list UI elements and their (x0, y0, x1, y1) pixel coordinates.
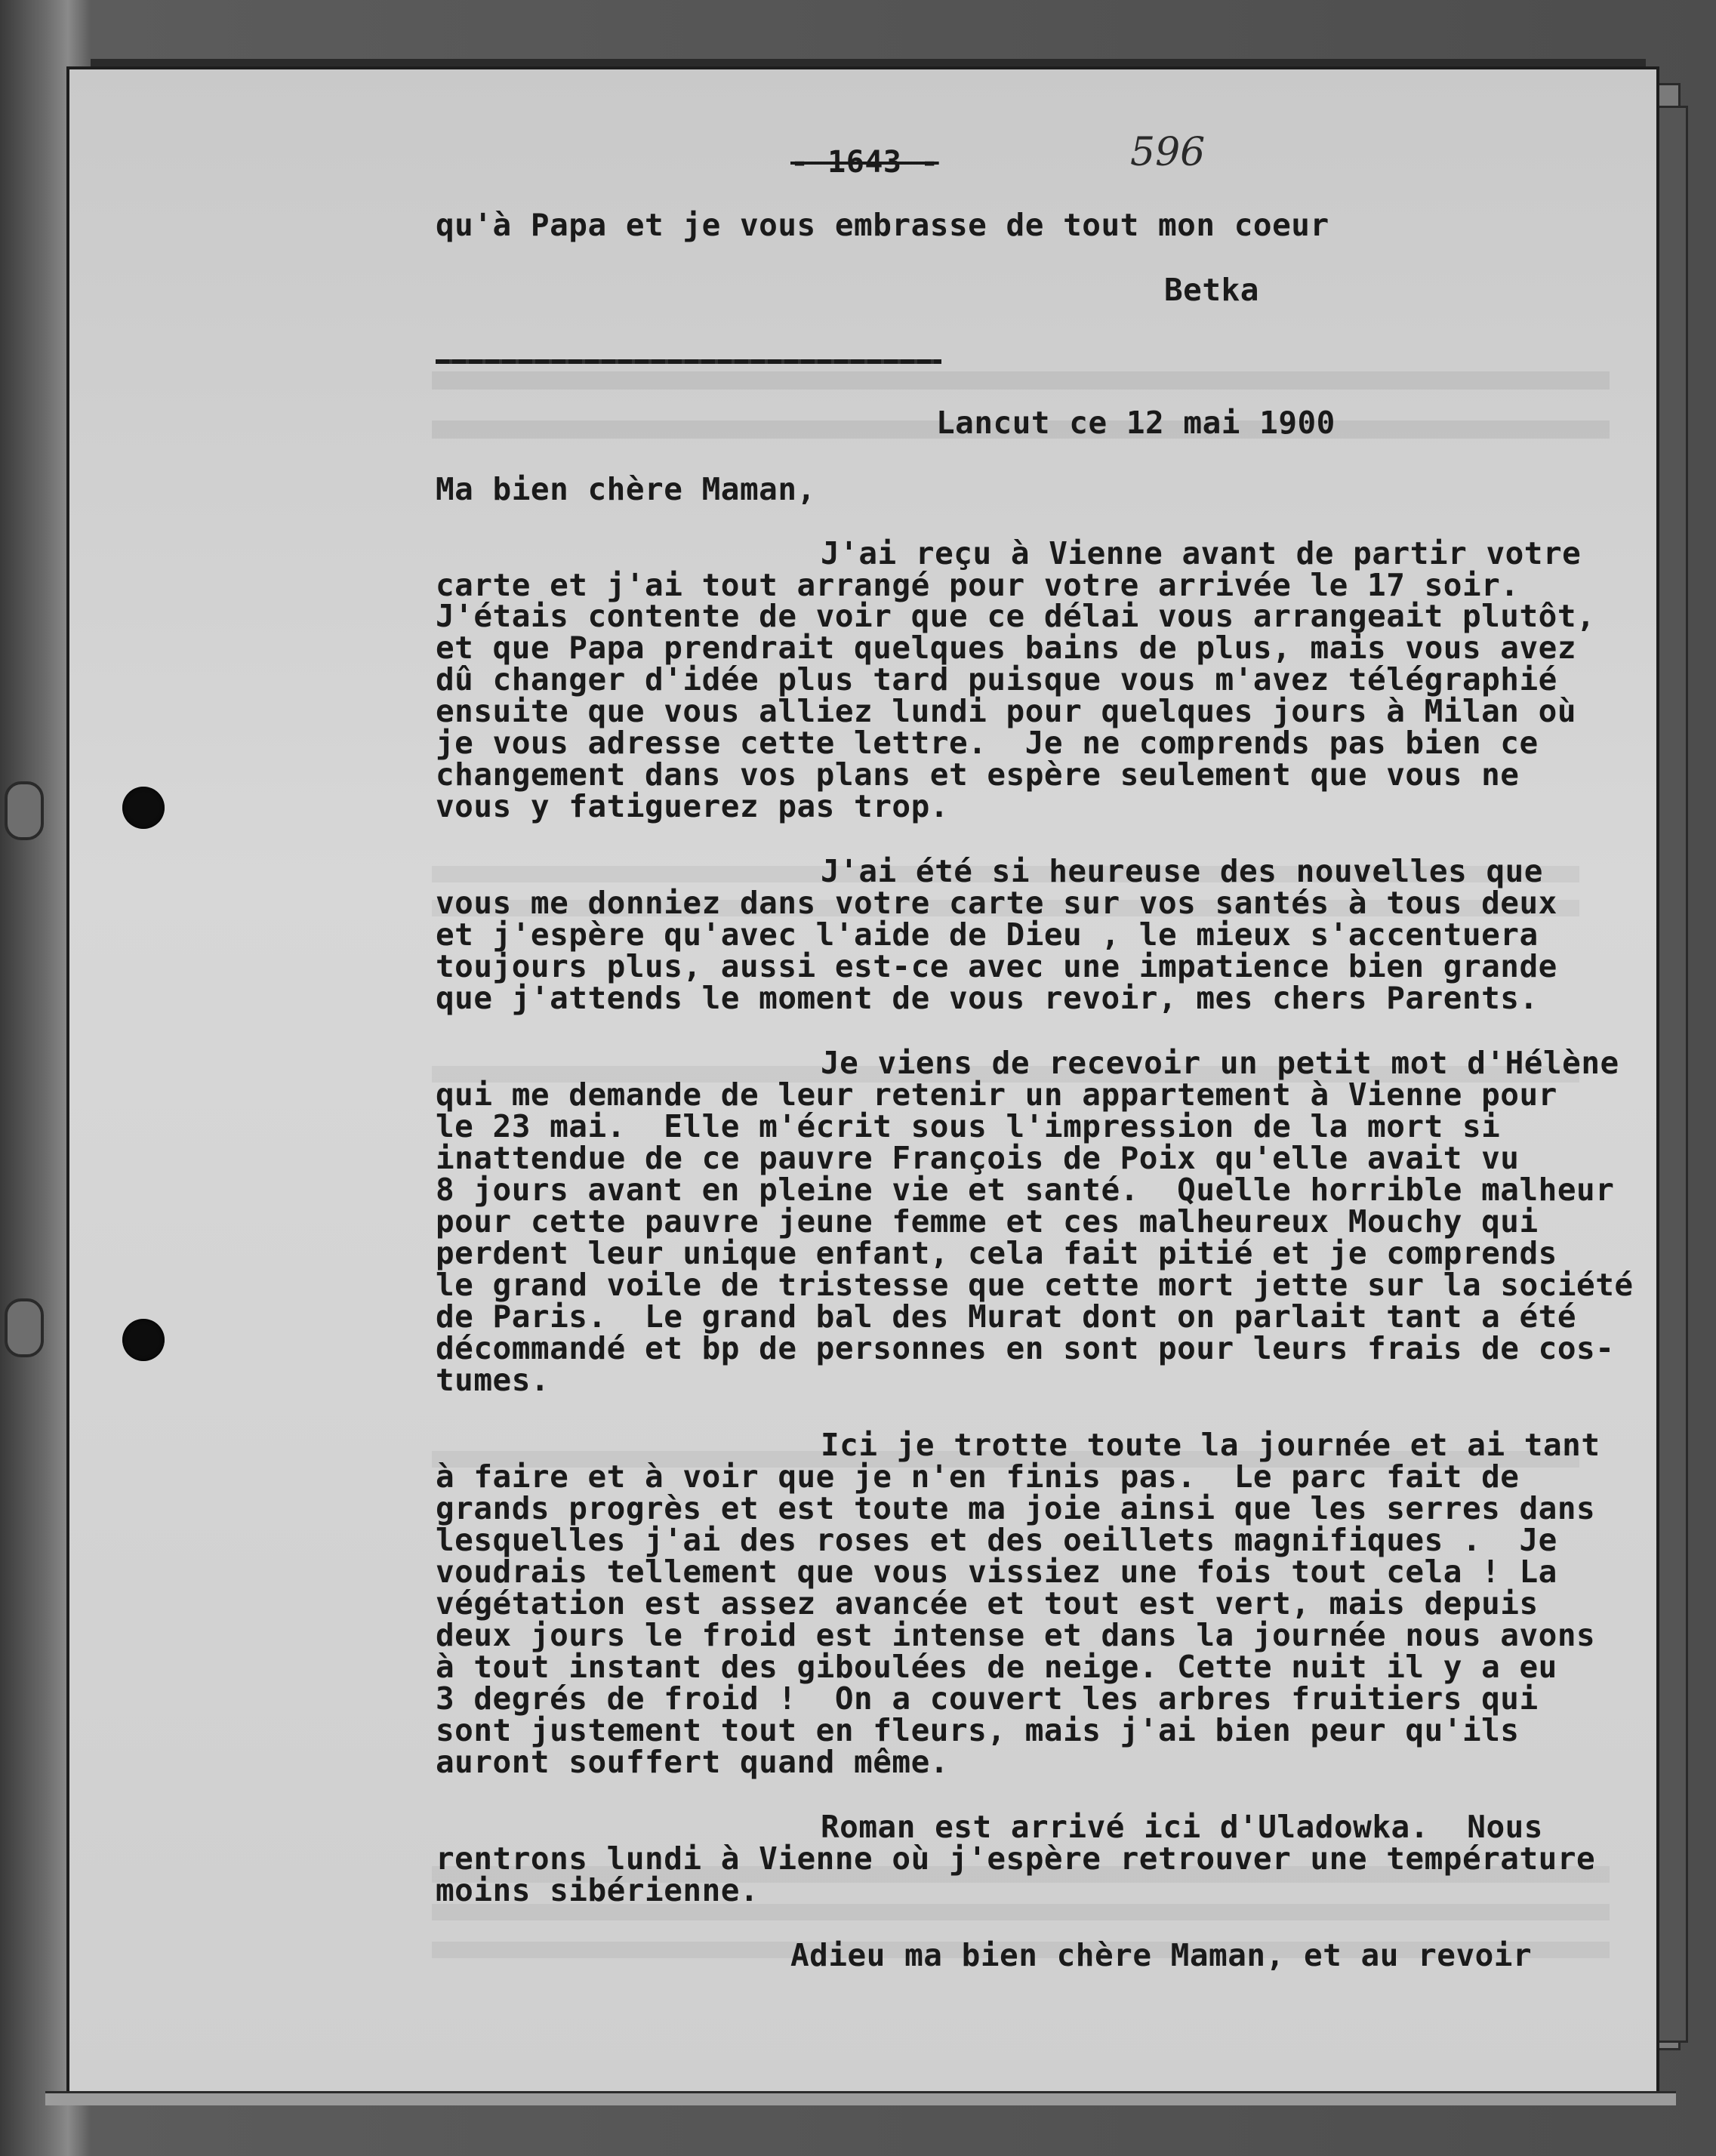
previous-letter-closing: qu'à Papa et je vous embrasse de tout mon coeur (436, 207, 1329, 243)
letter-line: inattendue de ce pauvre François de Poix qu'elle avait vu (436, 1140, 1520, 1176)
letter-line: toujours plus, aussi est-ce avec une impatience bien grande (436, 948, 1557, 984)
letter-line: tumes. (436, 1362, 550, 1398)
letter-line: 3 degrés de froid ! On a couvert les arbres fruitiers qui (436, 1680, 1539, 1717)
handwritten-page-number: 596 (1130, 130, 1206, 175)
letter-line: décommandé et bp de personnes en sont pour leurs frais de cos- (436, 1330, 1615, 1366)
page-bottom-edge (45, 2091, 1676, 2105)
letter-line: le 23 mai. Elle m'écrit sous l'impression de la mort si (436, 1108, 1501, 1144)
bleed-through-mark (432, 371, 1610, 390)
separator-rule (436, 359, 941, 364)
letter-line: changement dans vos plans et espère seulement que vous ne (436, 756, 1520, 793)
letter-line: auront souffert quand même. (436, 1744, 949, 1780)
letter-line: je vous adresse cette lettre. Je ne comprends pas bien ce (436, 725, 1539, 761)
letter-line: Roman est arrivé ici d'Uladowka. Nous (821, 1809, 1543, 1845)
letter-line: vous y fatiguerez pas trop. (436, 788, 949, 824)
letter-closing: Adieu ma bien chère Maman, et au revoir (790, 1937, 1533, 1973)
letter-line: le grand voile de tristesse que cette mort jette sur la société (436, 1267, 1634, 1303)
letter-line: et j'espère qu'avec l'aide de Dieu , le mieux s'accentuera (436, 916, 1539, 953)
letter-line: Ici je trotte toute la journée et ai tant (821, 1427, 1600, 1463)
letter-line: voudrais tellement que vous vissiez une fois tout cela ! La (436, 1554, 1557, 1590)
letter-line: pour cette pauvre jeune femme et ces malheureux Mouchy qui (436, 1203, 1539, 1240)
letter-line: rentrons lundi à Vienne où j'espère retrouver une température (436, 1840, 1596, 1877)
place-date: Lancut ce 12 mai 1900 (936, 405, 1336, 441)
letter-line: de Paris. Le grand bal des Murat dont on parlait tant a été (436, 1298, 1577, 1335)
punch-hole (122, 1319, 165, 1361)
letter-line: 8 jours avant en pleine vie et santé. Quelle horrible malheur (436, 1172, 1615, 1208)
letter-line: deux jours le froid est intense et dans la journée nous avons (436, 1617, 1596, 1653)
letter-line: grands progrès et est toute ma joie ainsi que les serres dans (436, 1490, 1596, 1526)
letter-line: J'étais contente de voir que ce délai vous arrangeait plutôt, (436, 598, 1596, 634)
letter-line: dû changer d'idée plus tard puisque vous m'avez télégraphié (436, 661, 1557, 698)
typed-page-number: - 1643 - (790, 145, 939, 180)
letter-line: et que Papa prendrait quelques bains de plus, mais vous avez (436, 630, 1577, 666)
letter-line: que j'attends le moment de vous revoir, mes chers Parents. (436, 980, 1539, 1016)
letter-line: perdent leur unique enfant, cela fait pitié et je comprends (436, 1235, 1557, 1271)
document-page (66, 66, 1659, 2097)
letter-line: Je viens de recevoir un petit mot d'Hélène (821, 1045, 1619, 1081)
binder-ring-icon (5, 1298, 44, 1357)
letter-line: qui me demande de leur retenir un appartement à Vienne pour (436, 1076, 1557, 1113)
letter-line: végétation est assez avancée et tout est vert, mais depuis (436, 1585, 1539, 1622)
binder-ring-icon (5, 781, 44, 840)
letter-line: à tout instant des giboulées de neige. Cette nuit il y a eu (436, 1649, 1557, 1685)
punch-hole (122, 787, 165, 829)
letter-line: vous me donniez dans votre carte sur vos santés à tous deux (436, 885, 1557, 921)
letter-line: carte et j'ai tout arrangé pour votre arrivée le 17 soir. (436, 567, 1520, 603)
previous-letter-signature: Betka (1164, 272, 1259, 308)
letter-line: J'ai reçu à Vienne avant de partir votre (821, 535, 1582, 571)
letter-line: sont justement tout en fleurs, mais j'ai bien peur qu'ils (436, 1712, 1520, 1748)
letter-line: ensuite que vous alliez lundi pour quelques jours à Milan où (436, 693, 1577, 729)
letter-line: moins sibérienne. (436, 1872, 759, 1908)
letter-line: à faire et à voir que je n'en finis pas. Le parc fait de (436, 1458, 1520, 1495)
letter-line: lesquelles j'ai des roses et des oeillets magnifiques . Je (436, 1522, 1557, 1558)
letter-line: J'ai été si heureuse des nouvelles que (821, 853, 1543, 889)
salutation: Ma bien chère Maman, (436, 471, 816, 507)
